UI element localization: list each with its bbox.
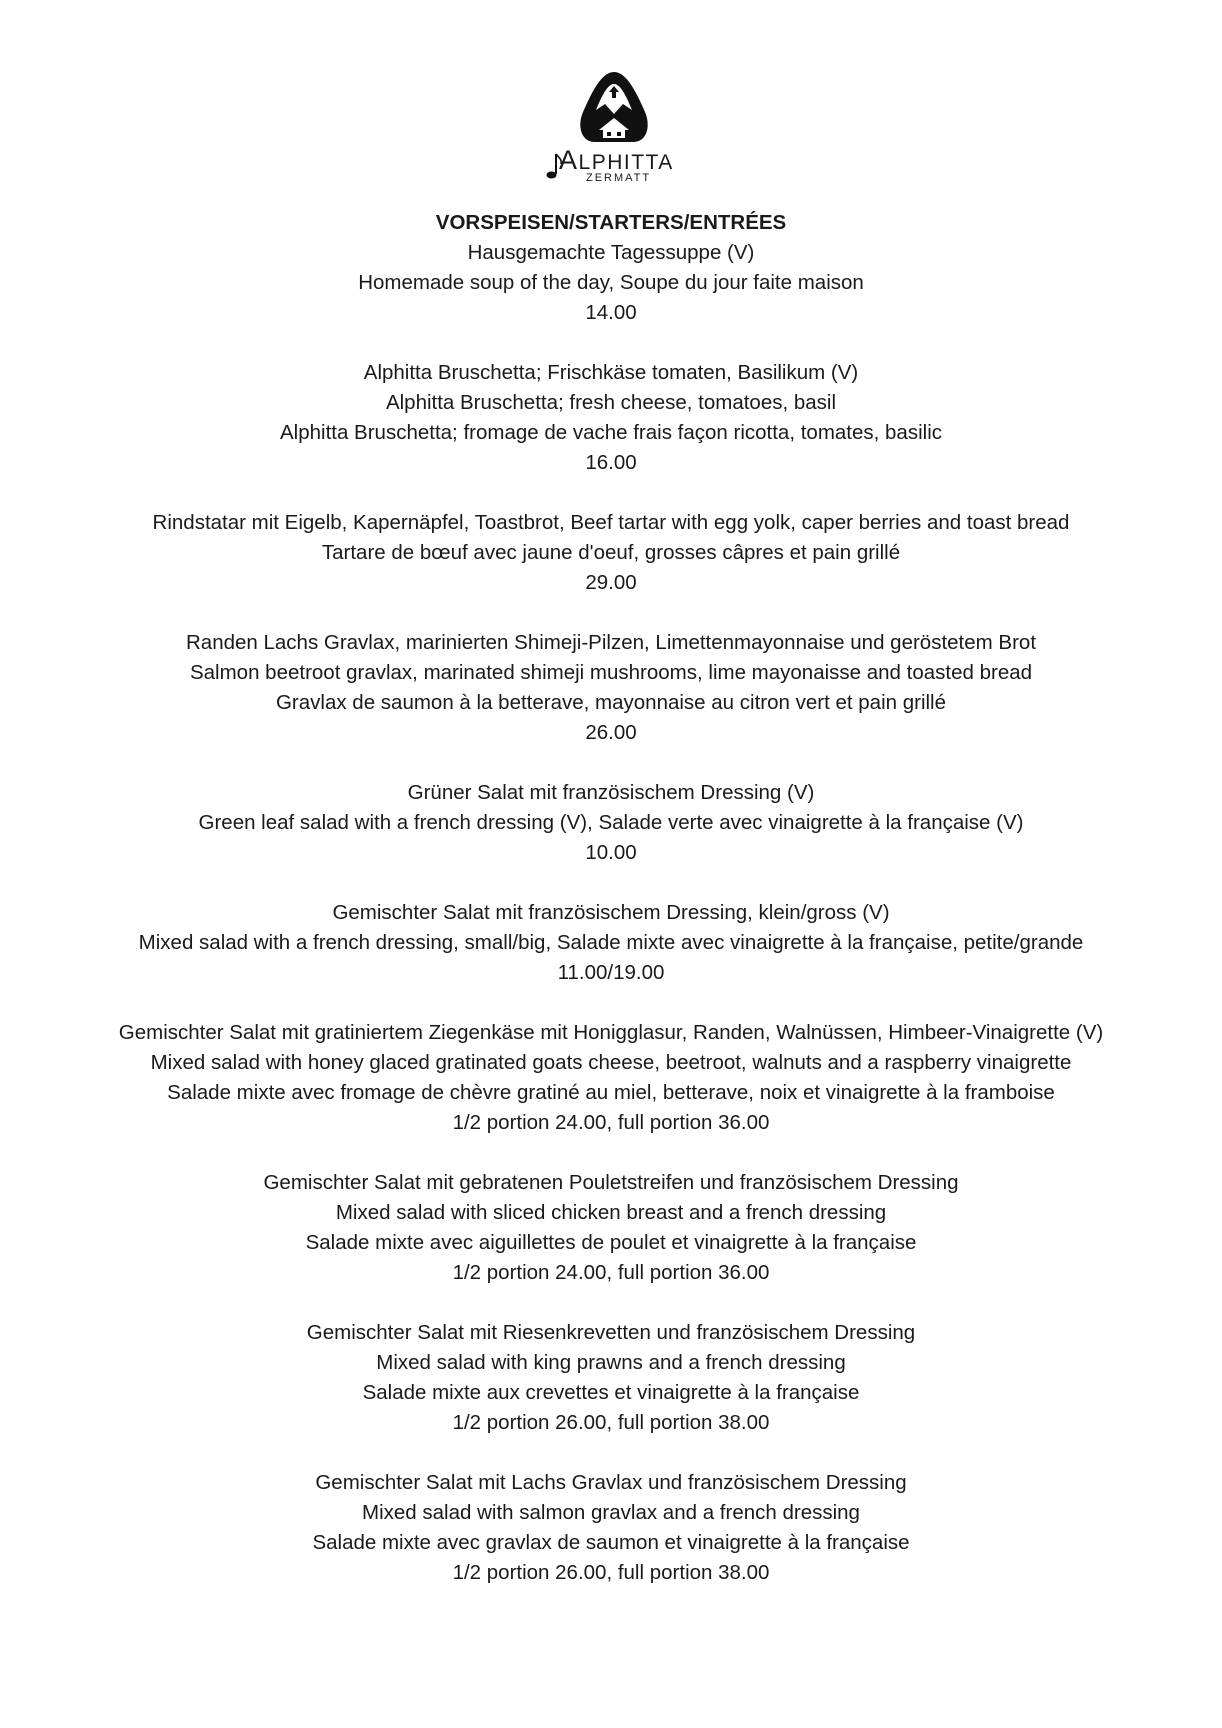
menu-item-description: Salade mixte aux crevettes et vinaigrette à la française [362,1381,860,1404]
menu-item [0,238,1222,328]
menu-item-description: Salmon beetroot gravlax, marinated shimeji mushrooms, lime mayonaisse and toasted bread [189,661,1033,684]
menu-item-description: Homemade soup of the day, Soupe du jour faite maison [358,271,864,294]
menu-item-description: Hausgemachte Tagessuppe (V) [467,241,755,264]
logo-location: ZERMATT [586,172,652,184]
menu-item-price: 1/2 portion 26.00, full portion 38.00 [452,1411,770,1434]
menu-item [0,1168,1222,1288]
menu-item-description: Green leaf salad with a french dressing (V), Salade verte avec vinaigrette à la française (V) [198,811,1024,834]
menu-items [0,238,1222,1588]
menu-item-description: Rindstatar mit Eigelb, Kapernäpfel, Toastbrot, Beef tartar with egg yolk, caper berries and toast bread [152,511,1070,534]
menu-item-description: Alphitta Bruschetta; Frischkäse tomaten, Basilikum (V) [363,361,859,384]
menu-item-description: Randen Lachs Gravlax, marinierten Shimeji-Pilzen, Limettenmayonnaise und geröstetem Brot [185,631,1037,654]
menu-item [0,778,1222,868]
menu-item-price: 16.00 [585,451,637,474]
menu-item-description: Gemischter Salat mit Lachs Gravlax und französischem Dressing [315,1471,907,1494]
menu-item-price: 1/2 portion 24.00, full portion 36.00 [452,1261,770,1284]
menu-item-description: Grüner Salat mit französischem Dressing (V) [407,781,815,804]
menu-item-price: 29.00 [585,571,637,594]
section-title: VORSPEISEN/STARTERS/ENTRÉES [435,211,787,234]
menu-item-description: Alphitta Bruschetta; fresh cheese, tomatoes, basil [385,391,837,414]
menu-item [0,898,1222,988]
menu-item-description: Mixed salad with a french dressing, small/big, Salade mixte avec vinaigrette à la française, petite/grande [138,931,1084,954]
menu-item [0,508,1222,598]
menu-item-description: Gravlax de saumon à la betterave, mayonnaise au citron vert et pain grillé [275,691,947,714]
starters-menu [0,208,1222,1618]
menu-item-description: Alphitta Bruschetta; fromage de vache frais façon ricotta, tomates, basilic [279,421,943,444]
menu-item-price: 14.00 [585,301,637,324]
alphitta-logo [539,68,689,194]
menu-item-description: Mixed salad with honey glaced gratinated goats cheese, beetroot, walnuts and a raspberry vinaigrette [150,1051,1072,1074]
menu-item-description: Mixed salad with sliced chicken breast and a french dressing [335,1201,887,1224]
menu-item-price: 10.00 [585,841,637,864]
menu-item [0,1318,1222,1438]
menu-item-description: Tartare de bœuf avec jaune d'oeuf, grosses câpres et pain grillé [321,541,901,564]
menu-item-description: Gemischter Salat mit Riesenkrevetten und französischem Dressing [306,1321,916,1344]
menu-item-price: 11.00/19.00 [557,961,665,984]
menu-item-price: 1/2 portion 26.00, full portion 38.00 [452,1561,770,1584]
menu-item-description: Mixed salad with king prawns and a french dressing [376,1351,846,1374]
menu-item-price: 26.00 [585,721,637,744]
menu-item-price: 1/2 portion 24.00, full portion 36.00 [452,1111,770,1134]
menu-item [0,1468,1222,1588]
logo-wordmark-rest: LPHITTA [578,151,674,174]
menu-item-description: Gemischter Salat mit gebratenen Pouletstreifen und französischem Dressing [263,1171,959,1194]
menu-item-description: Mixed salad with salmon gravlax and a french dressing [362,1501,860,1524]
menu-item-description: Salade mixte avec aiguillettes de poulet et vinaigrette à la française [305,1231,917,1254]
menu-item [0,628,1222,748]
menu-item-description: Gemischter Salat mit gratiniertem Ziegenkäse mit Honigglasur, Randen, Walnüssen, Himbeer-Vinaigrette (V) [118,1021,1104,1044]
logo-wordmark-initial: A [559,145,579,175]
menu-item-description: Salade mixte avec fromage de chèvre gratiné au miel, betterave, noix et vinaigrette à la framboise [167,1081,1055,1104]
menu-item-description: Salade mixte avec gravlax de saumon et vinaigrette à la française [312,1531,910,1554]
mountain-hut-icon [539,68,689,148]
menu-item [0,1018,1222,1138]
menu-item [0,358,1222,478]
menu-item-description: Gemischter Salat mit französischem Dressing, klein/gross (V) [332,901,890,924]
